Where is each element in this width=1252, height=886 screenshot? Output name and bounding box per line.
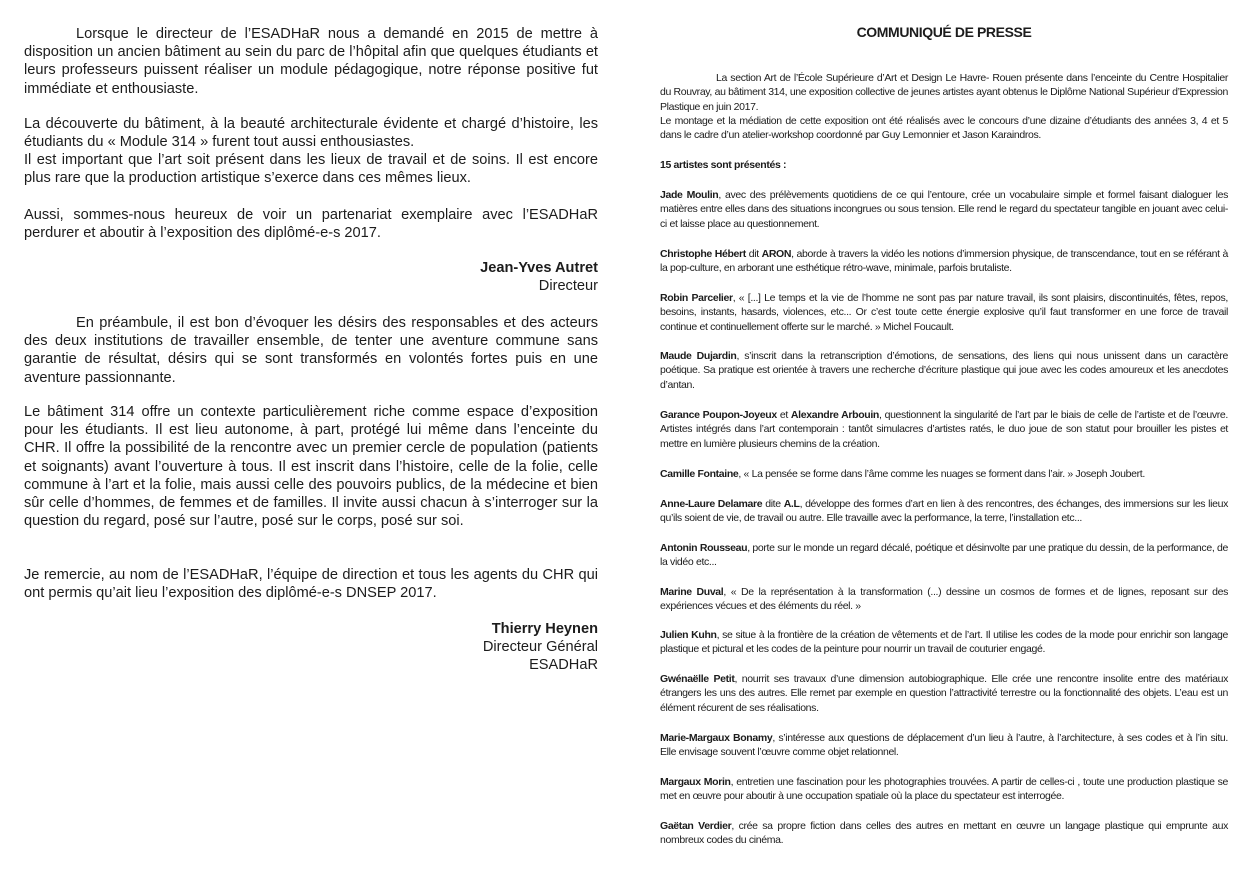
- artist-entry: [660, 672, 1228, 715]
- artist-name: Alexandre Arbouin: [790, 409, 879, 421]
- press-intro-paragraph: La section Art de l’École Supérieure d’Art et Design Le Havre- Rouen présente dans l’enceinte du Centre Hospitalier du Rouvray, au bâtiment 314, une exposition collective de jeunes artistes ayant obtenus le Diplôme National Supérieur d’Expression Plastique en juin 2017.: [660, 72, 1228, 113]
- artists-heading-text: 15 artistes sont présentés :: [660, 159, 787, 171]
- artist-description: , nourrit ses travaux d’une dimension autobiographique. Elle crée une rencontre insolite entre des matériaux étrangers les uns des autres. Elle remet par exemple en question l’attractivité terrestre ou la fonctionnalité des objets. L’eau est un élément récurent de ses réalisations.: [660, 673, 1228, 714]
- letter2-paragraph-3: Je remercie, au nom de l’ESADHaR, l’équipe de direction et tous les agents du CHR qui ont permis qu’ait lieu l’exposition des diplômé-e-s DNSEP 2017.: [24, 567, 598, 602]
- letter2-paragraph-2: Le bâtiment 314 offre un contexte particulièrement riche comme espace d’exposition pour les étudiants. Il est lieu autonome, à part, protégé lui même dans l’enceinte du CHR. Il offre la possibilité de la rencontre avec un premier cercle de population (patients et soignants) avant l’ouverture à tous. Il est inscrit dans l’histoire, celle de la folie, celle commune à l’art et la folie, mais aussi celle des pouvoirs publics, de la médecine et bien sûr celle d’hommes, de femmes et de familles. Il invite aussi chacun à s’interroger sur la question du regard, posé sur l’autre, posé sur le corps, posé sur soi.: [24, 404, 598, 530]
- artist-description: , porte sur le monde un regard décalé, poétique et désinvolte par une pratique du dessin, de la performance, de la vidéo etc...: [660, 542, 1228, 569]
- artist-entry: [660, 247, 1228, 276]
- signature-name: Thierry Heynen: [491, 621, 598, 637]
- letter1-signature: [480, 259, 598, 295]
- artist-description: , questionnent la singularité de l’art par le biais de celle de l’artiste et de l’œuvre. Artistes intégrés dans l’art contemporain : tantôt simulacres d’artistes ratés, le duo joue de son statut pour brouiller les pistes et mettre en lumière plusieurs chemins de la création.: [660, 409, 1228, 450]
- artists-heading: [660, 158, 1228, 172]
- artist-entry: [660, 188, 1228, 231]
- artist-name: Marine Duval: [660, 586, 724, 598]
- letter1-paragraph-1: Lorsque le directeur de l’ESADHaR nous a demandé en 2015 de mettre à disposition un ancien bâtiment au sein du parc de l’hôpital afin que quelques étudiants et leurs professeurs puissent réaliser un module pédagogique, notre réponse positive fut immédiate et enthousiaste.: [24, 26, 598, 97]
- artist-name: Marie-Margaux Bonamy: [660, 732, 773, 744]
- letter1-paragraph-2a: La découverte du bâtiment, à la beauté architecturale évidente et chargé d’histoire, les étudiants du « Module 314 » furent tout aussi enthousiastes.: [24, 116, 598, 151]
- artist-description: , « De la représentation à la transformation (...) dessine un cosmos de formes et de lignes, reposant sur des expériences vécues et des éléments du réel. »: [660, 586, 1229, 613]
- artist-description: , développe des formes d’art en lien à des rencontres, des échanges, des immersions sur les lieux qu’ils soient de vie, de travail ou autre. Elle travaille avec la performance, la terre, l’installation etc...: [660, 498, 1228, 525]
- signature-name: Jean-Yves Autret: [480, 260, 598, 276]
- artist-entry: [660, 775, 1228, 804]
- artist-description: , s’intéresse aux questions de déplacement d’un lieu à l’autre, à l’architecture, à ses codes et à l’in situ. Elle envisage souvent l’œuvre comme objet relationnel.: [660, 732, 1228, 759]
- press-release-title: COMMUNIQUÉ DE PRESSE: [856, 24, 1032, 40]
- letter2-signature: [483, 620, 598, 675]
- letter1-paragraph-2b: Il est important que l’art soit présent dans les lieux de travail et de soins. Il est encore plus rare que la production artistique s’exerce dans ces mêmes lieux.: [24, 152, 598, 187]
- artist-description: , s’inscrit dans la retranscription d’émotions, de sensations, des liens qui nous unissent dans un caractère poétique. Sa pratique est orientée à travers une recherche d’écriture plastique qui joue avec les codes amoureux et les anecdotes d’antan.: [660, 350, 1229, 391]
- artist-description: , avec des prélèvements quotidiens de ce qui l’entoure, crée un vocabulaire simple et formel faisant dialoguer les matières entre elles dans des situations incongrues ou sous tension. Elle rend le regard du spectateur tangible en jouant avec celui-ci et laisse place au questionnement.: [660, 189, 1228, 230]
- letter1-paragraph-3: Aussi, sommes-nous heureux de voir un partenariat exemplaire avec l’ESADHaR perdurer et aboutir à l’exposition des diplômé-e-s 2017.: [24, 207, 598, 242]
- artist-entry: [660, 819, 1228, 848]
- signature-role: Directeur Général: [482, 639, 598, 656]
- artist-name: Garance Poupon-Joyeux: [660, 409, 777, 421]
- letter2-paragraph-1: En préambule, il est bon d’évoquer les désirs des responsables et des acteurs des deux institutions de travailler ensemble, de tenter une aventure commune sans garantie de résultat, désirs qui se sont transformés en volontés fortes puis en une aventure passionnante.: [24, 315, 598, 386]
- artist-entry: [660, 467, 1228, 481]
- artist-name: Gwénaëlle Petit: [660, 673, 735, 685]
- artist-description: , entretien une fascination pour les photographies trouvées. A partir de celles-ci , toute une production plastique se met en œuvre pour aboutir à une occupation spatiale où la place du spectateur est interrogée.: [660, 776, 1228, 803]
- artist-name: A.L: [783, 498, 800, 510]
- artist-name: Julien Kuhn: [660, 629, 717, 641]
- artist-description: , aborde à travers la vidéo les notions d’immersion physique, de transcendance, tout en se référant à la pop-culture, en arborant une esthétique rétro-wave, minimale, parfois brutaliste.: [660, 248, 1228, 275]
- artist-connector: dit: [745, 248, 762, 260]
- artist-connector: dite: [762, 498, 784, 510]
- artist-entry: [660, 497, 1228, 526]
- artist-entry: [660, 541, 1228, 570]
- artist-name: Anne-Laure Delamare: [660, 498, 763, 510]
- artist-name: Jade Moulin: [660, 189, 719, 201]
- artist-description: , « La pensée se forme dans l’âme comme les nuages se forment dans l’air. » Joseph Joubert.: [738, 468, 1145, 480]
- signature-role: Directeur: [538, 278, 598, 295]
- artist-name: Robin Parcelier: [660, 292, 733, 304]
- press-intro-paragraph-2: Le montage et la médiation de cette exposition ont été réalisés avec le concours d’une dizaine d’étudiants des années 3, 4 et 5 dans le cadre d’un atelier-workshop coordonné par Guy Lemonnier et Jason Karaindros.: [660, 115, 1228, 142]
- artist-name: Christophe Hébert: [660, 248, 746, 260]
- artist-name: Gaëtan Verdier: [660, 820, 732, 832]
- artist-entry: [660, 628, 1228, 657]
- artist-entry: [660, 291, 1228, 334]
- artist-entry: [660, 408, 1228, 451]
- artist-name: ARON: [761, 248, 792, 260]
- artist-connector: et: [776, 409, 791, 421]
- artist-name: Antonin Rousseau: [660, 542, 748, 554]
- artist-name: Maude Dujardin: [660, 350, 737, 362]
- artist-name: Margaux Morin: [660, 776, 731, 788]
- artist-name: Camille Fontaine: [660, 468, 739, 480]
- signature-org: ESADHaR: [529, 657, 598, 674]
- artist-description: , se situe à la frontière de la création de vêtements et de l’art. Il utilise les codes de la mode pour enrichir son langage plastique et pictural et les codes de la peinture pour nourrir un travail de couturier engagé.: [660, 629, 1229, 656]
- artist-description: , crée sa propre fiction dans celles des autres en mettant en œuvre un langage plastique qui emprunte aux nombreux codes du cinéma.: [660, 820, 1228, 847]
- artist-entry: [660, 731, 1228, 760]
- artist-description: , « [...] Le temps et la vie de l’homme ne sont pas par nature travail, ils sont plaisirs, discontinuités, fêtes, repos, besoins, instants, hasards, violences, etc... Or c’est toute cette énergie explosive qu’il faut transformer en une force de travail continue et continuellement offerte sur le marché. » Michel Foucault.: [660, 292, 1229, 333]
- artist-entry: [660, 349, 1228, 392]
- artist-entry: [660, 585, 1228, 614]
